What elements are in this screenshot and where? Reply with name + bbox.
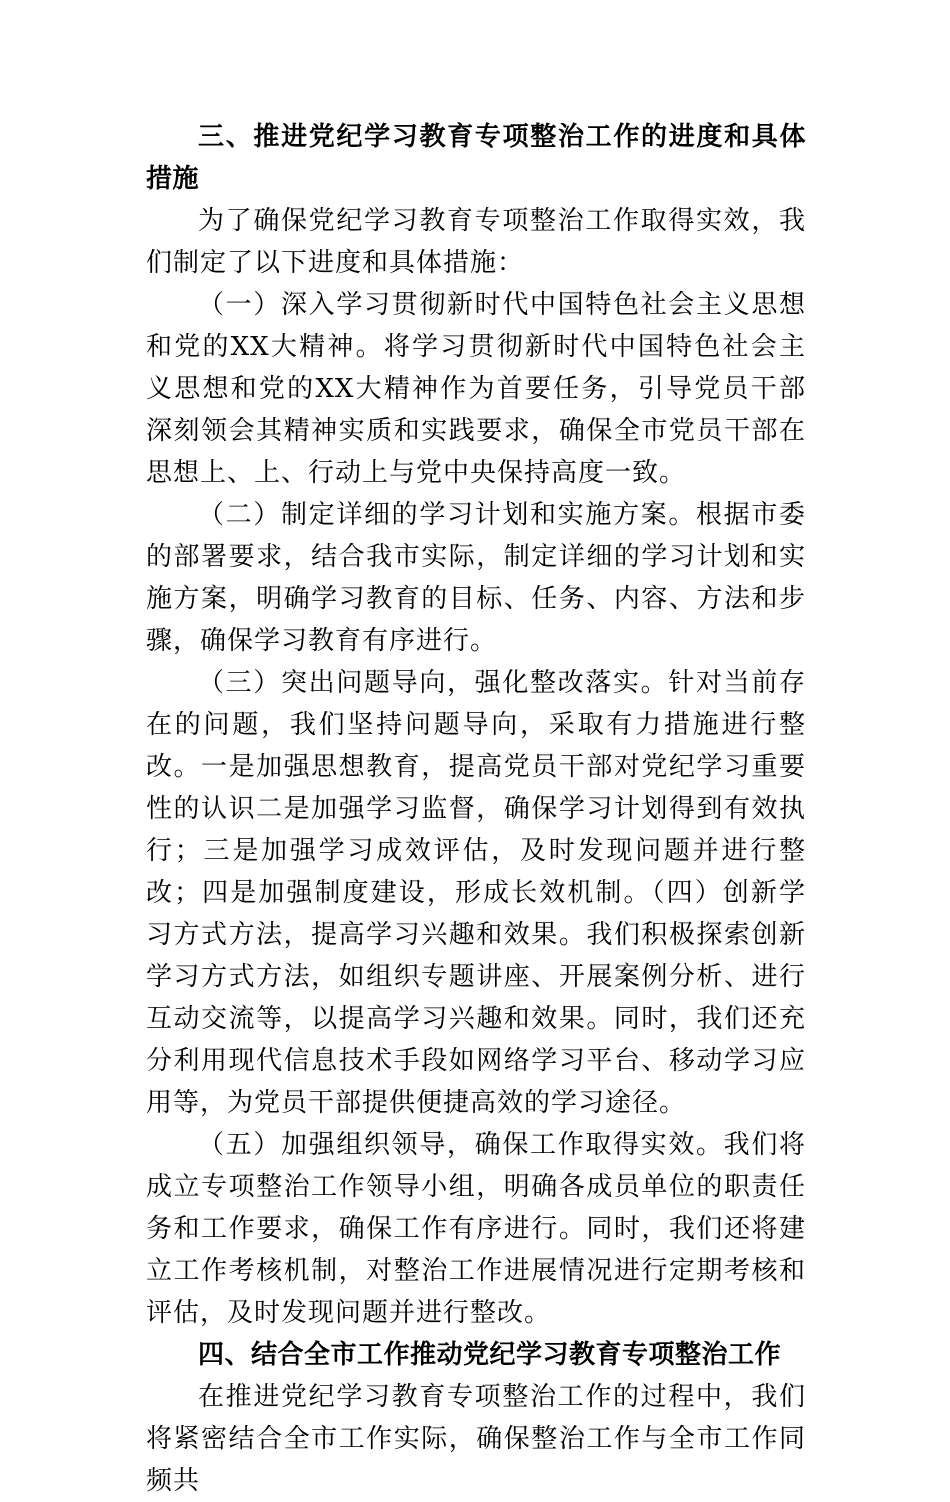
section-heading-3: 三、推进党纪学习教育专项整治工作的进度和具体措施 <box>146 122 806 194</box>
paragraph-section-4-intro: 在推进党纪学习教育专项整治工作的过程中，我们将紧密结合全市工作实际，确保整治工作与全市工作同频共 <box>146 1382 806 1496</box>
document-body <box>146 116 806 1502</box>
paragraph-item-5: （五）加强组织领导，确保工作取得实效。我们将成立专项整治工作领导小组，明确各成员单位的职责任务和工作要求，确保工作有序进行。同时，我们还将建立工作考核机制，对整治工作进展情况进行定期考核和评估，及时发现问题并进行整改。 <box>146 1130 806 1328</box>
paragraph-intro: 为了确保党纪学习教育专项整治工作取得实效，我们制定了以下进度和具体措施： <box>146 206 806 278</box>
paragraph-item-3-4: （三）突出问题导向，强化整改落实。针对当前存在的问题，我们坚持问题导向，采取有力措施进行整改。一是加强思想教育，提高党员干部对党纪学习重要性的认识二是加强学习监督，确保学习计划得到有效执行；三是加强学习成效评估，及时发现问题并进行整改；四是加强制度建设，形成长效机制。（四）创新学习方式方法，提高学习兴趣和效果。我们积极探索创新学习方式方法，如组织专题讲座、开展案例分析、进行互动交流等，以提高学习兴趣和效果。同时，我们还充分利用现代信息技术手段如网络学习平台、移动学习应用等，为党员干部提供便捷高效的学习途径。 <box>146 668 806 1118</box>
section-heading-4: 四、结合全市工作推动党纪学习教育专项整治工作 <box>198 1340 782 1370</box>
paragraph-item-2: （二）制定详细的学习计划和实施方案。根据市委的部署要求，结合我市实际，制定详细的学习计划和实施方案，明确学习教育的目标、任务、内容、方法和步骤，确保学习教育有序进行。 <box>146 500 806 656</box>
paragraph-item-1: （一）深入学习贯彻新时代中国特色社会主义思想和党的XX大精神。将学习贯彻新时代中国特色社会主义思想和党的XX大精神作为首要任务，引导党员干部深刻领会其精神实质和实践要求，确保全市党员干部在思想上、上、行动上与党中央保持高度一致。 <box>146 290 806 488</box>
